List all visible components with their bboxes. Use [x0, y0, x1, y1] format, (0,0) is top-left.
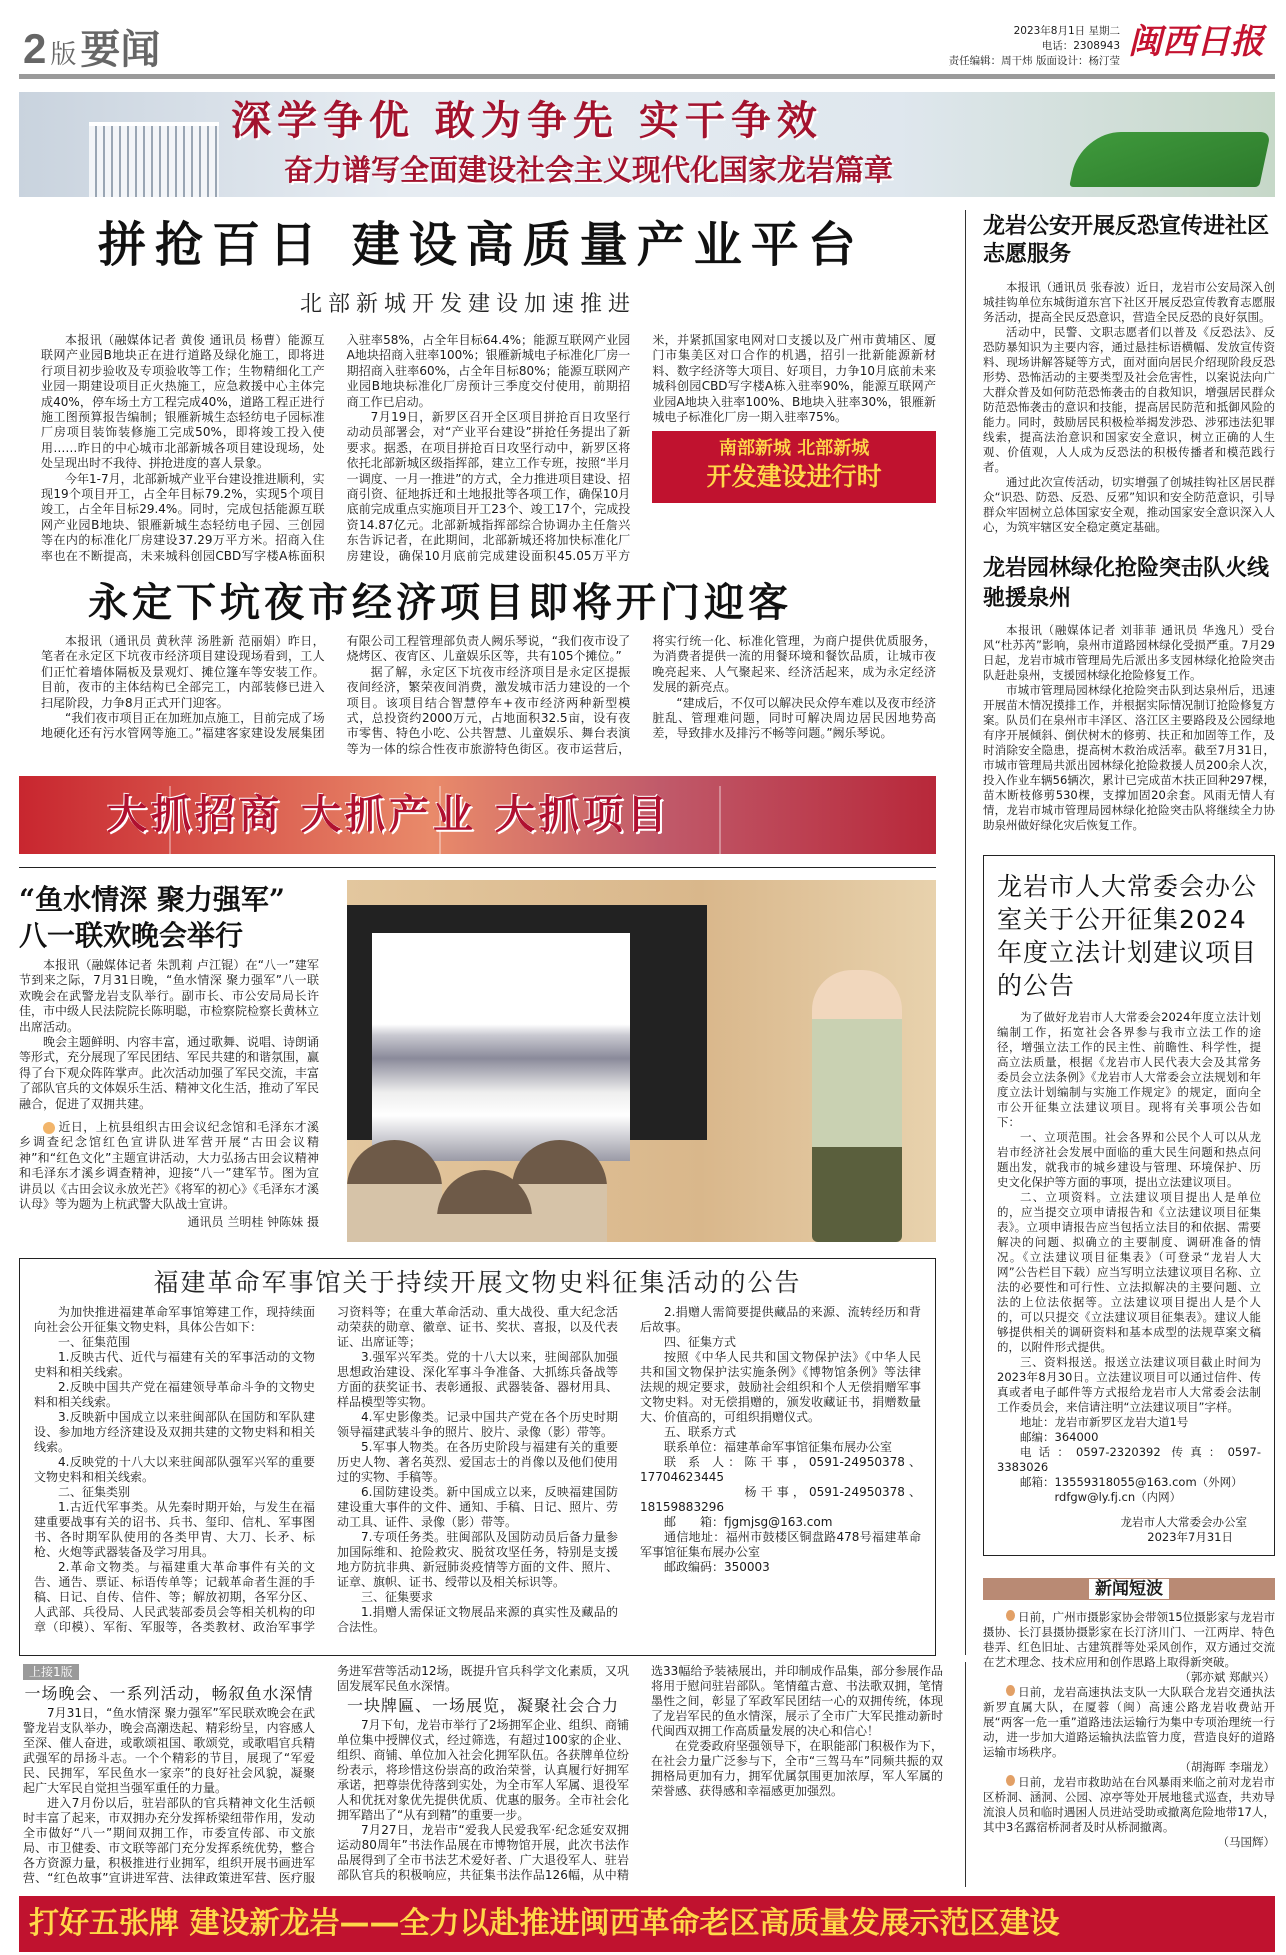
- npc-notice-body: [997, 1010, 1261, 1505]
- paragraph: 二、立项资料。立法建议项目提出人是单位的，应当提交立项申请报告和《立法建议项目征集表》。立项申请报告应当包括立法目的和依据、需要解决的问题、拟确立的主要制度、调研准备的情况。《立法建议项目征集表》（可登录“龙岩人大网”公告栏目下载）应当写明立法建议项目名称、立法的必要性和可行性、立法拟解决的主要问题、立法的上位法依据等。立法建议项目提出人是个人的，可以只提交《立法建议项目征集表》。建议人能够提供相关的调研资料和基本成型的法规草案文稿的，以附件形式提供。: [997, 1190, 1261, 1354]
- paragraph: 本报讯（通讯员 黄秋萍 汤胜新 范丽娟）昨日，笔者在永定区下坑夜市经济项目建设现场看到，工人们正忙着墙体隔板及景观灯、摊位篷车等安装工作。目前，夜市的主体结构已全部完工，内部装修已进入扫尾阶段，力争8月正式开门迎客。: [41, 634, 325, 710]
- brief-item: [983, 1775, 1275, 1850]
- building-graphic: [89, 122, 219, 197]
- paragraph: rdfgw@ly.fj.cn（内网）: [1020, 1490, 1182, 1504]
- paragraph: 本报讯（融媒体记者 朱凯莉 卢江锟）在“八一”建军节到来之际，7月31日晚，“鱼水情深 聚力强军”八一联欢晚会在武警龙岩支队举行。副市长、市公安局局长许佳，市中级人民法院院长陈明聪，市检察院检察长黄林立出席活动。: [19, 958, 320, 1034]
- npc-notice-signature: 龙岩市人大常委会办公室: [1120, 1515, 1247, 1529]
- paragraph: 三、资料报送。报送立法建议项目截止时间为2023年8月30日。立法建议项目可以通过信件、传真或者电子邮件等方式报给龙岩市人大常委会法制工作委员会，来信请注明“立法建议项目”字样。: [997, 1355, 1261, 1414]
- column-divider: [965, 210, 966, 1655]
- news-briefs-title: 新闻短波: [1089, 1579, 1169, 1599]
- brief-author: （胡海晖 李瑞龙）: [1179, 1760, 1275, 1774]
- military-notice-title: 福建革命军事馆关于持续开展文物史料征集活动的公告: [153, 1268, 802, 1297]
- column-label-line1: 南部新城 北部新城: [719, 438, 870, 460]
- paragraph: 7月19日，新罗区召开全区项目拼抢百日攻坚行动动员部署会，对“产业平台建设”拼抢任务提出了新要求。据悉，在项目拼抢百日攻坚行动中，新罗区将依托北部新城区级指挥部，建立工作专班，按照“半月一调度、一月一推进”的方式，全力推进项目建设、招商引资、征地拆迁和土地报批等各项工作，确保10月底前完成重点实施项目开工23个、竣工17个，完成投资14.87亿元。北部新城指挥部综合协调办主任詹兴东告诉记者，在此期间，北部新城还将加快标准化厂房建设，确保10月底前完成建设面积45.05万平方米，并紧抓国家电网对口支援以及广州市黄埔区、厦门市集美区对口合作的机遇，招引一批新能源新材料、数字经济等大项目、好项目，力争10月底前未来城科创园CBD写字楼A栋入驻率90%，能源互联网产业园A地块入驻率100%、B地块入驻率30%，银雁新城电子标准化厂房一期入驻率75%。: [346, 333, 936, 563]
- paragraph: 通信地址：福州市鼓楼区铜盘路478号福建革命军事馆征集布展办公室: [640, 1530, 921, 1559]
- photo-credit: 通讯员 兰明桂 钟陈妹 摄: [187, 1214, 319, 1229]
- npc-notice-box: [983, 855, 1275, 1556]
- gala-article-column: [19, 958, 319, 1230]
- paragraph: 市城市管理局园林绿化抢险突击队到达泉州后，迅速开展苗木情况摸排工作，并根据实际情况制订抢险修复方案。队员们在泉州市丰泽区、洛江区主要路段及公园绿地有序开展倾斜、倒伏树木的修剪、扶正和加固等工作，及时消除安全隐患，提高树木救治成活率。截至7月31日，市城市管理局共派出园林绿化抢险救援人员200余人次，投入作业车辆56辆次，累计已完成苗木扶正回种297棵，苗木断枝修剪530棵，支撑加固20余套。风雨无情人有情，龙岩市城市管理局园林绿化抢险突击队将继续全力协助泉州做好绿化灾后恢复工作。: [983, 683, 1275, 832]
- brief-item: [983, 1610, 1275, 1685]
- paragraph: 2.反映中国共产党在福建领导革命斗争的文物史料和相关线索。: [34, 1380, 315, 1409]
- paragraph: 通过此次宣传活动，切实增强了创城挂钩社区居民群众“识恐、防恐、反恐、反邪”知识和安全防范意识，引导群众牢固树立总体国家安全观，推动国家安全意识深入人心，为筑牢辖区安全稳定奠定基础。: [983, 475, 1275, 534]
- continued-from-tag: 上接1版: [23, 1664, 79, 1680]
- paragraph: 电话：0597-2320392 传真：0597-3383026: [997, 1445, 1261, 1474]
- issue-date: 2023年8月1日 星期二: [1013, 25, 1120, 37]
- paragraph: 7月27日，龙岩市“爱我人民爱我军·纪念延安双拥运动80周年”书法作品展在市博物馆开展，此次书法作品展得到了全市书法艺术爱好者、广大退役军人、驻岩部队官兵的积极响应，共征集书法作品126幅，从中精选33幅给予装裱展出，并印制成作品集，部分参展作品将用于慰问驻岩部队。笔情蕴古意、书法歌双拥，笔情墨性之间，彰显了军政军民团结一心的双拥传统，体现了龙岩军民的鱼水情深，展示了全市广大军民推动新时代闽西双拥工作高质量发展的决心和信心！: [337, 1664, 943, 1882]
- news-photo: [347, 880, 936, 1242]
- brief-item: [983, 1685, 1275, 1775]
- newspaper-logo: 闽西日报: [1128, 22, 1264, 62]
- paragraph: 一、征集范围: [58, 1335, 131, 1349]
- issue-meta: [900, 24, 1120, 69]
- paragraph: 4.反映党的十八大以来驻闽部队强军兴军的重要文物史料和相关线索。: [34, 1455, 315, 1484]
- column-label-line2: 开发建设进行时: [706, 462, 882, 492]
- section-rule: [19, 867, 936, 868]
- main-subheadline: 北部新城开发建设加速推进: [300, 292, 637, 317]
- paragraph: 三、征集要求: [361, 1590, 434, 1604]
- paragraph: 7月31日，“鱼水情深 聚力强军”军民联欢晚会在武警龙岩支队举办，晚会高潮迭起、精彩纷呈，内容感人至深、催人奋进，或歌颂祖国、歌颂党，或歌唱官兵精武强军的昂扬斗志。一个个精彩的节目，展现了“军爱民、民拥军，军民鱼水一家亲”的良好社会风貌，凝聚起广大军民自觉担当强军重任的力量。: [23, 1706, 315, 1795]
- paragraph: 1.反映古代、近代与福建有关的军事活动的文物史料和相关线索。: [34, 1350, 315, 1379]
- continued-article: [23, 1664, 943, 1894]
- bullet-icon: [1006, 1610, 1015, 1621]
- paragraph: 邮政编码：350003: [664, 1560, 770, 1574]
- caption-text: 近日，上杭县组织古田会议纪念馆和毛泽东才溪乡调查纪念馆红色宣讲队进军营开展“古田会议精神”和“红色文化”主题宣讲活动，大力弘扬古田会议精神和毛泽东才溪乡调查精神，迎接“八一”建军节。图为宣讲员以《古田会议永放光芒》《将军的初心》《毛泽东才溪认母》等为题为上杭武警大队战士宣讲。: [19, 1120, 320, 1212]
- paragraph: 5.军事人物类。在各历史阶段与福建有关的重要历史人物、著名英烈、爱国志士的肖像以及他们使用过的实物、手稿等。: [337, 1440, 618, 1484]
- issue-editors: 责任编辑：周干炜 版面设计：杨汀莹: [948, 55, 1120, 67]
- bullet-icon: [1006, 1685, 1015, 1696]
- paragraph: 7月下旬，龙岩市举行了2场拥军企业、组织、商铺单位集中授牌仪式，经过筛选，有超过100家的企业、组织、商铺、单位加入社会化拥军队伍。各获牌单位纷纷表示，将珍惜这份崇高的政治荣誉，认真履行好拥军承诺，把尊崇优待落到实处，为全市军人军属、退役军人和优抚对象优先提供优质、优惠的服务。全市社会化拥军踏出了“从有到精”的重要一步。: [337, 1718, 629, 1822]
- paragraph: 邮箱：13559318055@163.com（外网）: [1020, 1475, 1243, 1489]
- soldier-audience: [347, 1140, 442, 1242]
- paragraph: 杨干事，0591-24950378、18159883296: [640, 1485, 921, 1514]
- brief-text: 日前，龙岩市救助站在台风暴雨来临之前对龙岩市区桥洞、涵洞、公园、凉亭等处开展地毯式巡查，共劝导流浪人员和临时遇困人员进站受助或撤离危险地带17人，其中3名露宿桥洞者及时从桥洞撤离。: [983, 1775, 1275, 1834]
- paragraph: “我们夜市项目正在加班加点施工，目前完成了场地硬化还有污水管网等施工。”福建客家建设发展集团有限公司工程管理部负责人阙乐琴说，“我们夜市设了烧烤区、夜宵区、儿童娱乐区等，共有105个摊位。”: [41, 634, 631, 741]
- paragraph: 7.专项任务类。驻闽部队及国防动员后备力量参加国际维和、抢险救灾、脱贫攻坚任务，特别是支援地方防抗非典、新冠肺炎疫情等方面的文件、照片、证章、旗帜、证书、绶带以及相关标识等。: [337, 1530, 618, 1589]
- edition-number: 2: [23, 25, 47, 72]
- garden-headline: 龙岩园林绿化抢险突击队火线驰援泉州: [983, 555, 1270, 611]
- right-column: [983, 212, 1275, 1850]
- anti-terror-headline: 龙岩公安开展反恐宣传进社区志愿服务: [983, 213, 1270, 267]
- paragraph: 活动中，民警、文职志愿者们以普及《反恐法》、反恐防暴知识为主要内容，通过悬挂标语横幅、发放宣传资料、现场讲解答疑等方式，面对面向居民介绍现阶段反恐形势、恐怖活动的主要类型及社会危害性，以案说法向广大群众普及如何防范恐怖袭击的自救知识，增强居民群众防范恐怖袭击的意识和技能，提高居民防范和抵御风险的能力。同时，鼓励居民积极检举揭发涉恐、涉邪违法犯罪线索，提高法治意识和国家安全意识，树立正确的人生观、价值观，人人成为反恐法的积极传播者和模范践行者。: [983, 325, 1275, 474]
- paragraph: 按照《中华人民共和国文物保护法》《中华人民共和国文物保护法实施条例》《博物馆条例》等法律法规的规定要求，鼓励社会组织和个人无偿捐赠军事文物史料。对无偿捐赠的，颁发收藏证书，捐赠数量大、价值高的，可组织捐赠仪式。: [640, 1350, 921, 1424]
- paragraph: 3.强军兴军类。党的十八大以来，驻闽部队加强思想政治建设、深化军事斗争准备、大抓练兵备战等方面的获奖证书、表彰通报、武器装备、器材用具、样品模型等实物。: [337, 1350, 618, 1409]
- paragraph: 五、联系方式: [664, 1425, 737, 1439]
- news-briefs-list: [983, 1610, 1275, 1850]
- paragraph: 6.国防建设类。新中国成立以来，反映福建国防建设重大事件的文件、通知、手稿、日记、照片、劳动工具、证件、录像（影）带等。: [337, 1485, 618, 1529]
- screen-image: [372, 933, 630, 1161]
- paragraph: 联 系 人：陈干事，0591-24950378、17704623445: [640, 1455, 921, 1484]
- paragraph: 地址：龙岩市新罗区龙岩大道1号: [1020, 1415, 1189, 1429]
- paragraph: 邮编：364000: [1020, 1430, 1099, 1444]
- paragraph: 据了解，永定区下坑夜市经济项目是永定区提振夜间经济，繁荣夜间消费，激发城市活力建设的一个项目。该项目结合智慧停车+夜市经济两种新型模式，总投资约2000万元，占地面积32.5亩，设有夜市零售、特色小吃、公共智慧、儿童娱乐、舞台表演等为一体的综合性夜市旅游特色街区。夜市运营后，将实行统一化、标准化管理，为商户提供优质服务，为消费者提供一流的用餐环境和餐饮品质，让城市夜晚亮起来、人气聚起来、经济活起来，成为永定经济发展的新亮点。: [346, 634, 936, 756]
- gala-headline-line2: 八一联欢晚会举行: [19, 919, 244, 952]
- paragraph: 联系单位：福建革命军事馆征集布展办公室: [664, 1440, 893, 1454]
- tv-screen: [347, 905, 707, 1140]
- photo-caption: [19, 1120, 319, 1230]
- header-rule: [19, 74, 1275, 79]
- speaking-officer: [812, 970, 902, 1242]
- paragraph: 4.军史影像类。记录中国共产党在各个历史时期领导福建武装斗争的照片、胶片、录像（影）带等。: [337, 1410, 618, 1439]
- paragraph: 1.古近代军事类。从先秦时期开始，与发生在福建重要战事有关的诏书、兵书、玺印、信札、军事图书、各时期军队使用的各类甲胄、大刀、长矛、标枪、火炮等武器装备及学习用具。: [34, 1500, 315, 1559]
- paragraph: 今年1-7月，北部新城产业平台建设推进顺利，实现19个项目开工，占全年目标79.2%，实现5个项目竣工，占全年目标29.4%。同时，完成包括能源互联网产业园B地块、银雁新城生态轻纺电子园、三创园等在内的标准化厂房建设37.29万平方米。招商入住率也在不断提高，未来城科创园CBD写字楼A栋面积入驻率58%，占全年目标64.4%；能源互联网产业园A地块招商入驻率100%；银雁新城电子标准化厂房一期招商入驻率60%，占全年目标80%；能源互联网产业园B地块标准化厂房预计三季度交付使用，前期招商工作已启动。: [41, 333, 631, 563]
- crane-graphic: [719, 786, 721, 854]
- brief-author: （郭亦斌 郑献兴）: [1179, 1670, 1275, 1684]
- military-museum-notice-box: [19, 1258, 936, 1656]
- paragraph: 本报讯（通讯员 张春波）近日，龙岩市公安局深入创城挂钩单位东城街道东宫下社区开展反恐宣传教育志愿服务活动，提高全民反恐意识，营造全民反恐的良好氛围。: [983, 280, 1275, 324]
- column-label-box: [652, 431, 936, 503]
- banner-subslogan: 奋力谱写全面建设社会主义现代化国家龙岩篇章: [284, 153, 894, 187]
- paragraph: 2.革命文物类。与福建重大革命事件有关的文告、通告、票证、标语传单等；记载革命者生涯的手稿、日记、自传、信件、等；解放初期，各军分区、人武部、兵役局、人民武装部委员会等相关机构的印章（印模）、军衔、军服等，各类教材、政治军事学习资料等；在重大革命活动、重大战役、重大纪念活动荣获的勋章、徽章、证书、奖状、喜报，以及代表证、出席证等；: [34, 1305, 618, 1634]
- caption-bullet-icon: [43, 1122, 55, 1134]
- military-notice-body: [34, 1305, 921, 1649]
- anti-terror-body: [983, 280, 1275, 535]
- paragraph: 邮 箱：fjgmjsg@163.com: [664, 1515, 833, 1529]
- continued-subhead-1: 一场晚会、一系列活动，畅叙鱼水深情: [24, 1684, 314, 1703]
- garden-body: [983, 623, 1275, 833]
- banner-slogan: 深学争优 敢为争先 实干争效: [231, 98, 823, 144]
- paragraph: 为加快推进福建革命军事馆筹建工作，现持续面向社会公开征集文物史料，具体公告如下：: [34, 1305, 315, 1334]
- main-headline: 拼抢百日 建设高质量产业平台: [98, 217, 865, 273]
- paragraph: 进入7月份以后，驻岩部队的官兵精神文化生活顿时丰富了起来，市双拥办充分发挥桥梁纽带作用，发动全市做好“八一”期间双拥工作，市委宣传部、市文旅局、市卫健委、市文联等部门充分发挥系统优势，整合各方资源力量，积极推进行业拥军，组织开展书画进军营、“红色故事”宣讲进军营、法律政策进军营、医疗服务进军营等活动12场，既提升官兵科学文化素质，又巩固发展军民鱼水深情。: [23, 1664, 629, 1885]
- paragraph: 一、立项范围。社会各界和公民个人可以从龙岩市经济社会发展中面临的重大民生问题和热点问题出发，就我市的城乡建设与管理、环境保护、历史文化保护等方面的事项，提出立法建议项目。: [997, 1130, 1261, 1189]
- edition-label: [23, 26, 160, 77]
- paragraph: 四、征集方式: [664, 1335, 737, 1349]
- paragraph: 二、征集类别: [58, 1485, 131, 1499]
- top-slogan-banner: [19, 92, 1275, 197]
- paragraph: 2.捐赠人需简要提供藏品的来源、流转经历和背后故事。: [640, 1305, 921, 1334]
- train-graphic: [1069, 132, 1271, 187]
- main-article-body: [41, 333, 936, 571]
- gala-article-body: [19, 958, 319, 1112]
- brief-text: 日前，龙岩高速执法支队一大队联合龙岩交通执法新罗直属大队，在厦蓉（闽）高速公路龙岩收费站开展“两客一危一重”道路违法运输行为集中专项治理统一行动，进一步加大道路运输执法监管力度，营造良好的道路运输市场秩序。: [983, 1685, 1275, 1759]
- npc-notice-date: 2023年7月31日: [1147, 1530, 1233, 1544]
- paragraph: 为了做好龙岩市人大常委会2024年度立法计划编制工作，拓宽社会各界参与我市立法工作的途径，增强立法工作的民主性、前瞻性、科学性，提高立法质量，根据《龙岩市人民代表大会及其常务委员会立法条例》《龙岩市人大常委会立法规划和年度立法计划编制与实施工作规定》的规定，面向全市公开征集立法建议项目。现将有关事项公告如下：: [997, 1010, 1261, 1129]
- edition-suffix: 版: [50, 39, 77, 69]
- night-market-body: [41, 634, 936, 772]
- npc-notice-title: 龙岩市人大常委会办公室关于公开征集2024年度立法计划建议项目的公告: [997, 872, 1258, 1000]
- continued-subhead-2: 一块牌匾、一场展览，凝聚社会合力: [346, 1696, 619, 1715]
- night-market-headline: 永定下坑夜市经济项目即将开门迎客: [88, 579, 792, 626]
- paragraph: 在党委政府坚强领导下，在职能部门积极作为下，在社会力量广泛参与下，全市“三驾马车”同频共振的双拥格局更加有力，拥军优属氛围更加浓厚，军人军属的荣誉感、获得感和幸福感更加强烈。: [651, 1739, 943, 1798]
- section-name: 要闻: [80, 28, 161, 72]
- issue-phone: 电话：2308943: [1041, 40, 1120, 52]
- mid-banner-slogan: 大抓招商 大抓产业 大抓项目: [107, 792, 671, 838]
- column-divider: [965, 1662, 966, 1887]
- brief-author: （马国辉）: [1217, 1835, 1275, 1849]
- bottom-slogan-banner: 打好五张牌 建设新龙岩——全力以赴推进闽西革命老区高质量发展示范区建设: [19, 1896, 1275, 1952]
- bullet-icon: [1006, 1775, 1015, 1786]
- paragraph: 本报讯（融媒体记者 刘菲菲 通讯员 华逸凡）受台风“杜苏芮”影响，泉州市道路园林绿化受损严重。7月29日起，龙岩市城市管理局先后派出多支园林绿化抢险突击队赶赴泉州，支援园林绿化抢险修复工作。: [983, 623, 1275, 682]
- news-briefs-header: [983, 1578, 1275, 1600]
- paragraph: 1.捐赠人需保证文物展品来源的真实性及藏品的合法性。: [337, 1605, 618, 1634]
- paragraph: 3.反映新中国成立以来驻闽部队在国防和军队建设、参加地方经济建设及双拥共建的文物史料和相关线索。: [34, 1410, 315, 1454]
- gala-headline: [19, 882, 285, 954]
- gala-headline-line1: “鱼水情深 聚力强军”: [19, 883, 285, 916]
- paragraph: 本报讯（融媒体记者 黄俊 通讯员 杨曹）能源互联网产业园B地块正在进行道路及绿化施工，即将进行项目初步验收及专项验收等工作；生物精细化工产业园一期建设项目正火热施工，应急救援中心主体完成40%，停车场土方工程完成40%，道路工程正进行施工图预算报告编制；银雁新城生态轻纺电子园标准厂房项目装饰装修施工完成50%，即将竣工投入使用……昨日的中心城市北部新城各项目建设现场，处处呈现出时不我待、拼抢进度的喜人景象。: [41, 333, 325, 471]
- brief-text: 日前，广州市摄影家协会带领15位摄影家与龙岩市摄协、长汀县摄协摄影家在长汀济川门、一江两岸、特色巷弄、红色旧址、古建筑群等处采风创作，双方通过交流在艺术理念、技术应用和创作思路上取得新突破。: [983, 1610, 1275, 1669]
- mid-slogan-banner: [19, 776, 936, 854]
- paragraph: “建成后，不仅可以解决民众停车难以及夜市经济脏乱、管理难问题，同时可解决周边居民因地势高差，导致排水及排污不畅等问题。”阙乐琴说。: [652, 695, 936, 741]
- paragraph: 晚会主题鲜明、内容丰富，通过歌舞、说唱、诗朗诵等形式，充分展现了军民团结、军民共建的和谐氛围，赢得了台下观众阵阵掌声。此次活动加强了军民交流，丰富了部队官兵的文体娱乐生活、精神文化生活，推动了军民融合，促进了双拥共建。: [19, 1035, 320, 1111]
